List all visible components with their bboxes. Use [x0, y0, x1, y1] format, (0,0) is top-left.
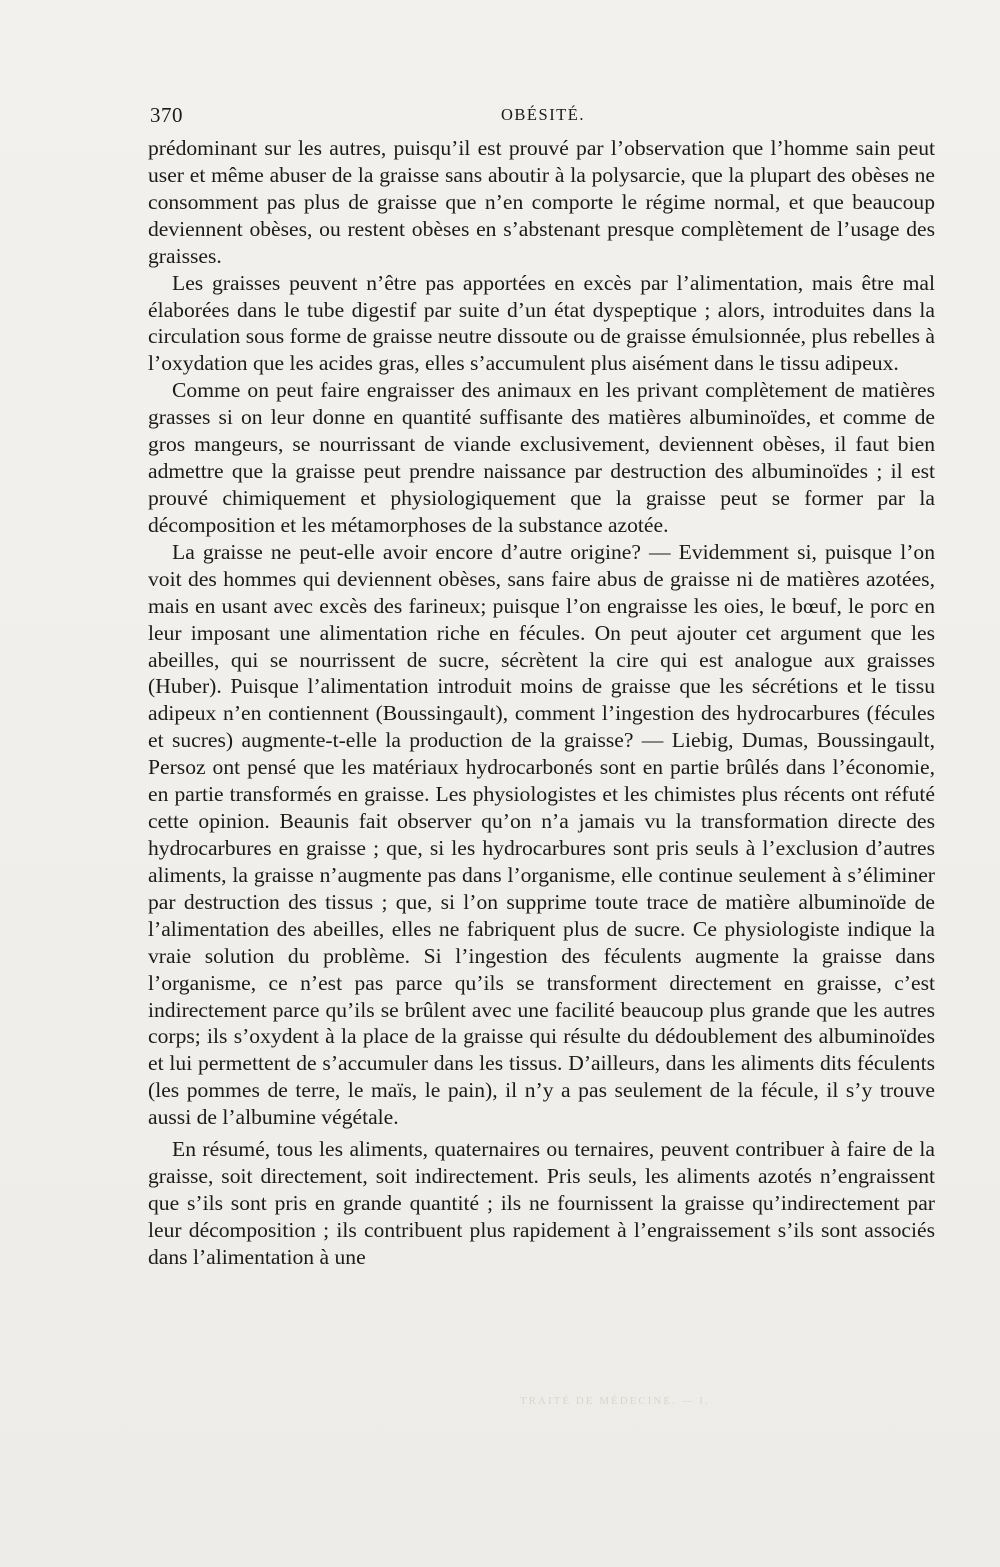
paragraph-1: prédominant sur les autres, puisqu’il est prouvé par l’observation que l’homme sain peut user et même abuser de la graisse sans aboutir à la polysarcie, que la plupart des obèses ne consomment pas plus de graisse que n’en comporte le régime normal, et que beaucoup deviennent obèses, ou restent obèses en s’abstenant presque complètement de l’usage des graisses. [148, 136, 935, 268]
paragraph-3: Comme on peut faire engraisser des animaux en les privant complètement de matières grasses si on leur donne en quantité suffisante des matières albuminoïdes, et comme de gros mangeurs, se nourrissant de viande exclusivement, deviennent obèses, il faut bien admettre que la graisse peut prendre naissance par destruction des albuminoïdes ; il est prouvé chimiquement et physiologiquement que la graisse peut se former par la décomposition et les métamorphoses de la substance azotée. [148, 378, 935, 537]
show-through-text: TRAITÉ DE MÉDECINE. — I. [520, 1395, 710, 1407]
paragraph-5: En résumé, tous les aliments, quaternaires ou ternaires, peuvent contribuer à faire de la graisse, soit directement, soit indirectement. Pris seuls, les aliments azotés n’engraissent que s’ils sont pris en grande quantité ; ils ne fournissent la graisse qu’indirectement par leur décomposition ; ils contribuent plus rapidement à l’engraissement s’ils sont associés dans l’alimentation à une [148, 1137, 935, 1269]
body-text [148, 135, 935, 1271]
paragraph-2: Les graisses peuvent n’être pas apportées en excès par l’alimentation, mais être mal élaborées dans le tube digestif par suite d’un état dyspeptique ; alors, introduites dans la circulation sous forme de graisse neutre dissoute ou de graisse émulsionnée, plus rebelles à l’oxydation que les acides gras, elles s’accumulent plus aisément dans le tissu adipeux. [148, 270, 935, 376]
running-title: OBÉSITÉ. [501, 105, 585, 124]
page-number: 370 [150, 103, 183, 127]
paragraph-4: La graisse ne peut-elle avoir encore d’autre origine? — Evidemment si, puisque l’on voit des hommes qui deviennent obèses, sans faire abus de graisse ni de matières azotées, mais en usant avec excès des farineux; puisque l’on engraisse les oies, le bœuf, le porc en leur imposant une alimentation riche en fécules. On peut ajouter cet argument que les abeilles, qui se nourrissent de sucre, sécrètent la cire qui est analogue aux graisses (Huber). Puisque l’alimentation introduit moins de graisse que les sécrétions et le tissu adipeux n’en contiennent (Boussingault), comment l’ingestion des hydrocarbures (fécules et sucres) augmente-t-elle la production de la graisse? — Liebig, Dumas, Boussingault, Persoz ont pensé que les matériaux hydrocarbonés sont en partie brûlés dans l’économie, en partie transformés en graisse. Les physiologistes et les chimistes plus récents ont réfuté cette opinion. Beaunis fait observer qu’on n’a jamais vu la transformation directe des hydrocarbures en graisse ; que, si les hydrocarbures sont pris seuls à l’exclusion d’autres aliments, la graisse n’augmente pas dans l’organisme, elle continue seulement à s’éliminer par destruction des tissus ; que, si l’on supprime toute trace de matière albuminoïde de l’alimentation des abeilles, elles ne fabriquent plus de sucre. Ce physiologiste indique la vraie solution du problème. Si l’ingestion des féculents augmente la graisse dans l’organisme, ce n’est pas parce qu’ils se transforment directement en graisse, c’est indirectement parce qu’ils se brûlent avec une facilité beaucoup plus grande que les autres corps; ils s’oxydent à la place de la graisse qui résulte du dédoublement des albuminoïdes et lui permettent de s’accumuler dans les tissus. D’ailleurs, dans les aliments dits féculents (les pommes de terre, le maïs, le pain), il n’y a pas seulement de la fécule, il s’y trouve aussi de l’albumine végétale. [148, 539, 935, 1130]
running-head [150, 103, 936, 133]
